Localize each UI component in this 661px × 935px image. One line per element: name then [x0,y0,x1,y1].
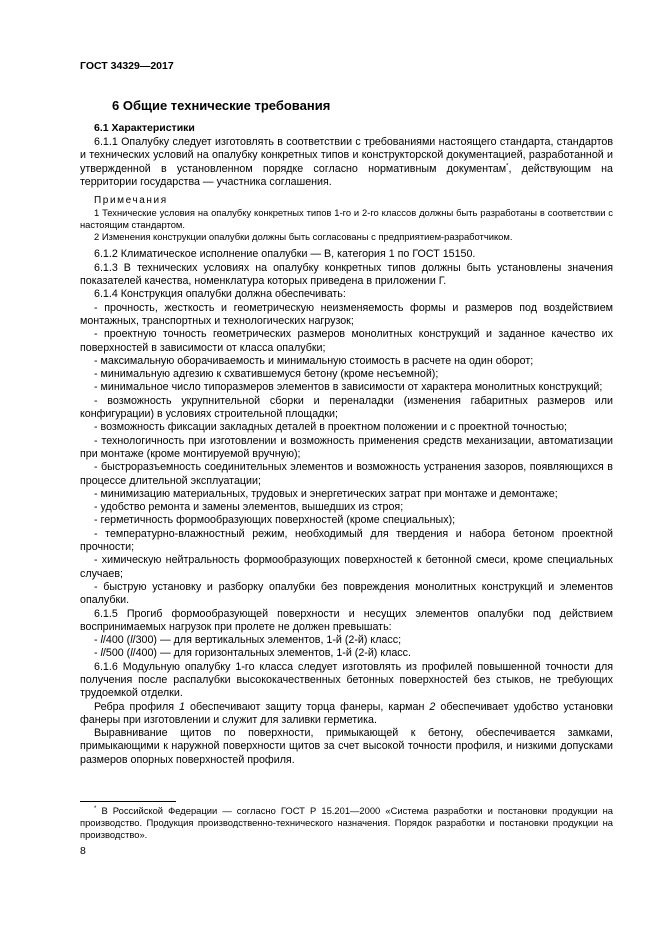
list-item: - минимизацию материальных, трудовых и энергетических затрат при монтаже и демонтаже; [94,487,558,500]
list-item: - удобство ремонта и замены элементов, вышедших из строя; [94,501,404,514]
notes-title: Примечания [94,195,168,207]
note-1: 1 Технические условия на опалубку конкретных типов 1-го и 2-го классов должны быть разработаны в соответствии с настоящим стандартом. [80,207,613,231]
list-item: - проектную точность геометрических размеров монолитных конструкций и заданное качество их поверхностей в зависимости от класса опалубки; [80,328,613,354]
list-item: - возможность фиксации закладных деталей в проектном положении и с проектной точностью; [94,421,567,434]
paragraph-profile-ribs: Ребра профиля 1 обеспечивают защиту торца фанеры, карман 2 обеспечивает удобство установки фанеры при изготовлении и служит для заливки герметика. [80,700,613,726]
list-item: - быстроразъемность соединительных элементов и возможность устранения зазоров, появляющихся в процессе длительной эксплуатации; [80,461,613,487]
footnote-ref: * [506,163,509,170]
deflection-horizontal: - l/500 (l/400) — для горизонтальных элементов, 1-й (2-й) класс. [94,647,411,660]
list-item: - быструю установку и разборку опалубки без повреждения монолитных конструкций и элементов опалубки. [80,580,613,607]
list-item: - максимальную оборачиваемость и минимальную стоимость в расчете на один оборот; [94,354,534,367]
subsection-title: 6.1 Характеристики [94,122,195,134]
paragraph-6-1-1: 6.1.1 Опалубку следует изготовлять в соответствии с требованиями настоящего стандарта, стандартов и технических условий на опалубку конкретных типов и конструкторской документацией, разработанной и утвержденной в установленном порядке согласно нормативным документам*, действующим на территории государства — участника соглашения. [80,136,613,188]
section-title: 6 Общие технические требования [112,98,331,113]
list-item: - прочность, жесткость и геометрическую неизменяемость формы и размеров под воздействием монтажных, транспортных и технологических нагрузок; [80,301,613,327]
document-header: ГОСТ 34329—2017 [80,60,174,72]
footnote: * В Российской Федерации — согласно ГОСТ Р 15.201—2000 «Система разработки и постановки продукции на производство. Продукция производственно-технического назначения. Порядок разработки и постановки продукции на производство». [80,805,613,841]
body-text [80,136,613,767]
paragraph-6-1-5: 6.1.5 Прогиб формообразующей поверхности и несущих элементов опалубки под действием воспринимаемых нагрузок при пролете не должен превышать: [80,607,613,633]
list-item: - технологичность при изготовлении и возможность применения средств механизации, автоматизации при монтаже (кроме монтируемой вручную); [80,434,613,460]
list-item: - минимальную адгезию к схватившемуся бетону (кроме несъемной); [94,368,439,381]
page-number: 8 [80,845,86,857]
list-item: - возможность укрупнительной сборки и переналадки (изменения габаритных размеров или конфигурации) в условиях строительной площадки; [80,394,613,421]
paragraph-6-1-4: 6.1.4 Конструкция опалубки должна обеспечивать: [94,288,346,301]
paragraph-6-1-3: 6.1.3 В технических условиях на опалубку конкретных типов должны быть установлены значения показателей качества, номенклатура которых приведена в приложении Г. [80,261,613,288]
list-item: - химическую нейтральность формообразующих поверхностей к бетонной смеси, кроме специальных случаев; [80,554,613,580]
paragraph-6-1-2: 6.1.2 Климатическое исполнение опалубки — В, категория 1 по ГОСТ 15150. [94,248,476,261]
list-item: - минимальное число типоразмеров элементов в зависимости от характера монолитных конструкций; [94,381,603,394]
list-item: - герметичность формообразующих поверхностей (кроме специальных); [94,514,456,527]
list-item: - температурно-влажностный режим, необходимый для твердения и набора бетоном проектной прочности; [80,527,613,554]
note-2: 2 Изменения конструкции опалубки должны быть согласованы с предприятием-разработчиком. [94,231,513,243]
paragraph-6-1-6: 6.1.6 Модульную опалубку 1-го класса следует изготовлять из профилей повышенной точности для получения после распалубки высококачественных бетонных поверхностей без стыков, не требующих трудоемкой отделки. [80,660,613,700]
footnote-divider [80,801,176,802]
paragraph-alignment: Выравнивание щитов по поверхности, примыкающей к бетону, обеспечивается замками, примыкающими к наружной поверхности щитов за счет высокой точности профиля, и низкими допусками размеров опорных поверхностей профиля. [80,727,613,766]
deflection-vertical: - l/400 (l/300) — для вертикальных элементов, 1-й (2-й) класс; [94,634,402,647]
